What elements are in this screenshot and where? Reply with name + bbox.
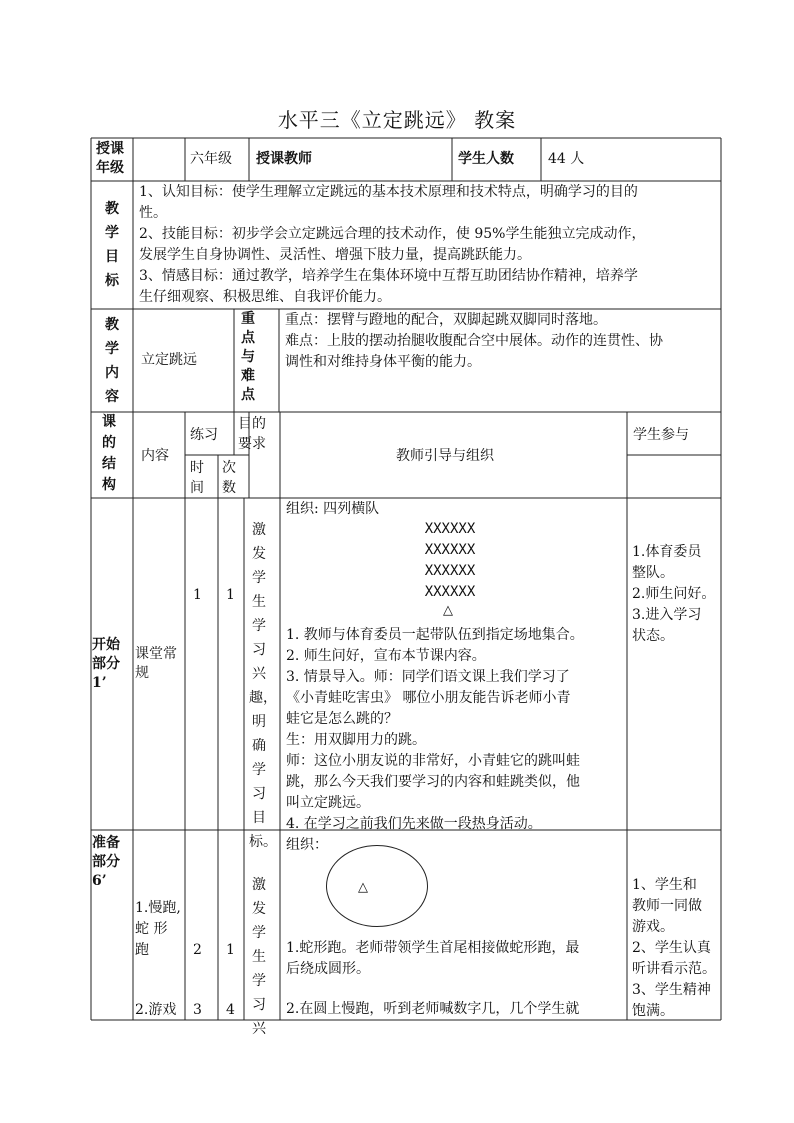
content-value: 立定跳远 [141,352,197,368]
section-start-purpose: 激发学生学习兴趣，明确学习目标。 [249,522,277,850]
guidance-line: 1.蛇形跑。老师带领学生首尾相接做蛇形跑，最 [286,940,580,956]
student-line: 状态。 [632,628,674,644]
section-prep-count2: 4 [226,1002,235,1018]
objective-line: 生仔细观察、积极思维、自我评价能力。 [139,289,391,305]
student-line: 2.师生问好。 [632,586,716,602]
section-prep-name [92,834,132,891]
section-start-count: 1 [226,587,235,603]
section-start-duration: 1’ [92,675,107,691]
content-label: 教学内容 [105,317,119,405]
guidance-line: 后绕成圆形。 [286,961,370,977]
section-prep-org: 组织： [286,837,328,853]
formation-row: XXXXXX [424,521,476,537]
guidance-line: 2. 师生问好，宣布本节课内容。 [286,648,486,664]
formation-row: XXXXXX [424,563,476,579]
guidance-line: 《小青蛙吃害虫》 哪位小朋友能告诉老师小青 [286,690,571,706]
section-prep-count1: 1 [226,942,235,958]
section-prep-time1: 2 [193,942,202,958]
section-start-time: 1 [193,587,202,603]
students-col-header: 学生参与 [633,427,689,443]
guidance-line: 4. 在学习之前我们先来做一段热身活动。 [286,816,542,832]
objective-line: 3、情感目标：通过教学，培养学生在集体环境中互帮互助团结协作精神，培养学 [139,268,638,284]
content-line: 1.慢跑, [135,900,181,916]
students-count-label: 学生人数 [458,151,514,167]
times-col-header: 次数 [222,460,236,496]
objective-line: 发展学生自身协调性、灵活性、增强下肢力量，提高跳跃能力。 [139,247,531,263]
section-start-org: 组织: 四列横队 [286,501,380,517]
student-line: 整队。 [632,565,674,581]
student-line: 教师一同做 [632,898,702,914]
section-prep-content2: 2.游戏 [135,1002,177,1018]
student-line: 听讲看示范。 [632,961,716,977]
guidance-line: 3. 情景导入。师：同学们语文课上我们学习了 [286,669,570,685]
objective-line: 2、技能目标：初步学会立定跳远合理的技术动作，使 95%学生能独立完成动作， [139,226,646,242]
guidance-line: 生：用双脚用力的跳。 [286,732,426,748]
formation-rows [380,519,520,603]
student-line: 游戏。 [632,919,674,935]
formation-row: XXXXXX [424,542,476,558]
guidance-line: 师：这位小朋友说的非常好，小青蛙它的跳叫蛙 [286,753,580,769]
page-title: 水平三《立定跳远》 教案 [277,108,517,132]
key-point-line: 调性和对维持身体平衡的能力。 [285,354,481,370]
key-point-line: 难点：上肢的摆动抬腿收腹配合空中展体。动作的连贯性、协 [285,333,663,349]
section-start-name [92,636,132,693]
student-line: 2、学生认真 [632,940,711,956]
grade-value: 六年级 [190,151,232,167]
formation-row: XXXXXX [424,584,476,600]
guidance-line: 跳，那么今天我们要学习的内容和蛙跳类似，他 [286,774,580,790]
section-start-content: 课堂常规 [135,646,177,681]
content-col-header: 内容 [141,448,169,464]
structure-label: 课的结构 [102,414,116,493]
section-prep-title: 准备部分 [92,835,120,870]
objective-line: 1、认知目标：使学生理解立定跳远的基本技术原理和技术特点，明确学习的目的 [139,184,638,200]
grade-label: 授课年级 [96,141,124,176]
guidance-line: 叫立定跳远。 [286,795,370,811]
section-prep-purpose: 激发学生学习兴 [252,877,266,1037]
guidance-line: 蛙它是怎么跳的？ [286,711,398,727]
students-count-value: 44 人 [548,151,585,167]
guidance-col-header: 教师引导与组织 [396,448,494,464]
content-line: 跑 [135,942,149,958]
student-line: 3、学生精神 [632,982,711,998]
purpose-col-header: 目的要求 [238,416,266,452]
key-point-line: 重点：摆臂与蹬地的配合，双脚起跳双脚同时落地。 [285,312,607,328]
section-prep-time2: 3 [193,1002,202,1018]
teacher-triangle-icon: △ [358,880,368,895]
student-line: 3.进入学习 [632,607,702,623]
teacher-label: 授课教师 [256,151,312,167]
practice-col-header: 练习 [190,427,218,443]
teacher-triangle-icon: △ [443,603,453,618]
student-line: 1.体育委员 [632,544,702,560]
time-col-header: 时间 [190,460,204,496]
content-line: 蛇 形 [135,921,168,937]
objective-line: 性。 [139,205,167,221]
circle-formation-diagram [326,845,428,927]
guidance-line: 1. 教师与体育委员一起带队伍到指定场地集合。 [286,627,584,643]
student-line: 1、学生和 [632,877,697,893]
section-start-title: 开始部分 [92,637,120,672]
section-prep-duration: 6’ [92,873,107,889]
objectives-label: 教学目标 [105,201,119,289]
guidance-line: 2.在圆上慢跑，听到老师喊数字几，几个学生就 [286,1001,580,1017]
student-line: 饱满。 [632,1003,674,1019]
key-points-label: 重点与难点 [241,311,255,403]
